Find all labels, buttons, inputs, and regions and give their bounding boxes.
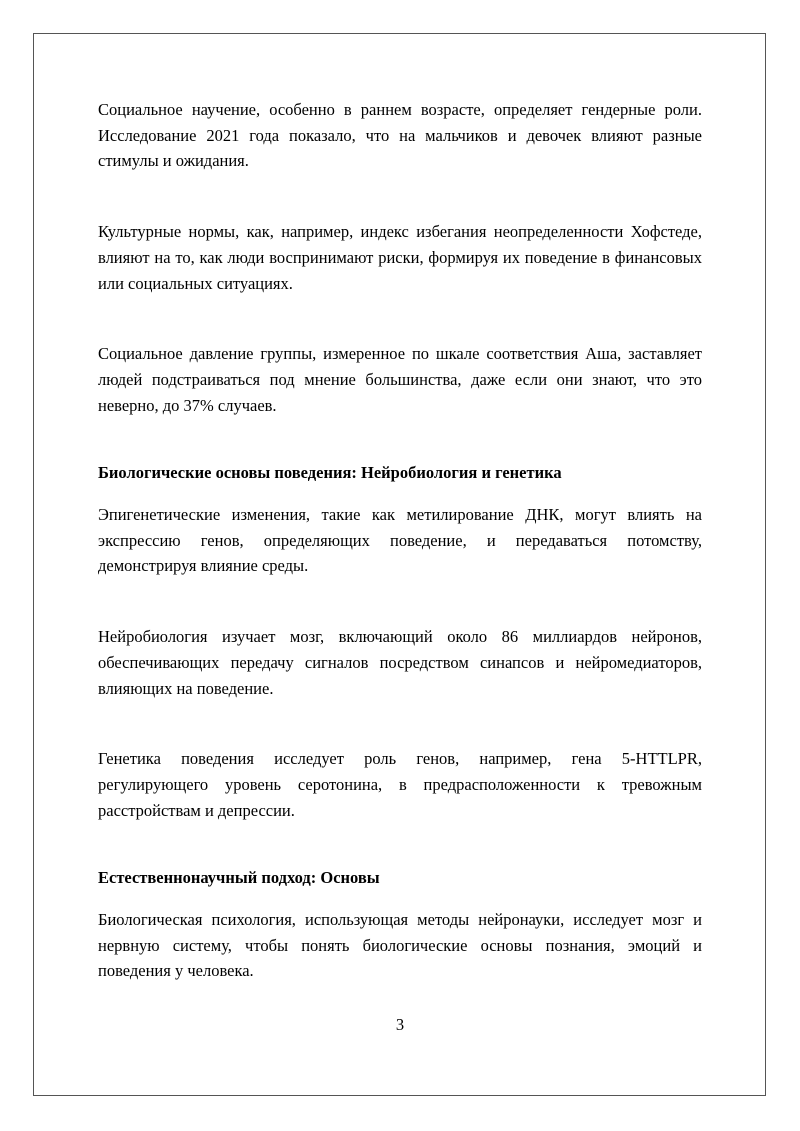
paragraph-neurobiology: Нейробиология изучает мозг, включающий около 86 миллиардов нейронов, обеспечивающих передачу сигналов посредством синапсов и нейромедиаторов, влияющих на поведение.: [98, 627, 702, 698]
paragraph-cultural-norms: Культурные нормы, как, например, индекс избегания неопределенности Хофстеде, влияют на то, как люди воспринимают риски, формируя их поведение в финансовых или социальных ситуациях.: [98, 222, 702, 293]
document-body: [98, 97, 702, 984]
heading-biological-basis: Биологические основы поведения: Нейробиология и генетика: [98, 463, 562, 483]
paragraph-biological-psychology: Биологическая психология, использующая методы нейронауки, исследует мозг и нервную систему, чтобы понять биологические основы познания, эмоций и поведения у человека.: [98, 910, 702, 981]
paragraph-group-pressure: Социальное давление группы, измеренное по шкале соответствия Аша, заставляет людей подстраиваться под мнение большинства, даже если они знают, что это неверно, до 37% случаев.: [98, 344, 702, 415]
paragraph-behavior-genetics: Генетика поведения исследует роль генов, например, гена 5-HTTLPR, регулирующего уровень серотонина, в предрасположенности к тревожным расстройствам и депрессии.: [98, 749, 702, 820]
paragraph-epigenetics: Эпигенетические изменения, такие как метилирование ДНК, могут влиять на экспрессию генов, определяющих поведение, и передаваться потомству, демонстрируя влияние среды.: [98, 505, 702, 576]
paragraph-social-learning: Социальное научение, особенно в раннем возрасте, определяет гендерные роли. Исследование 2021 года показало, что на мальчиков и девочек влияют разные стимулы и ожидания.: [98, 100, 702, 171]
heading-natural-science: Естественнонаучный подход: Основы: [98, 868, 380, 888]
page-number: 3: [395, 1015, 405, 1034]
